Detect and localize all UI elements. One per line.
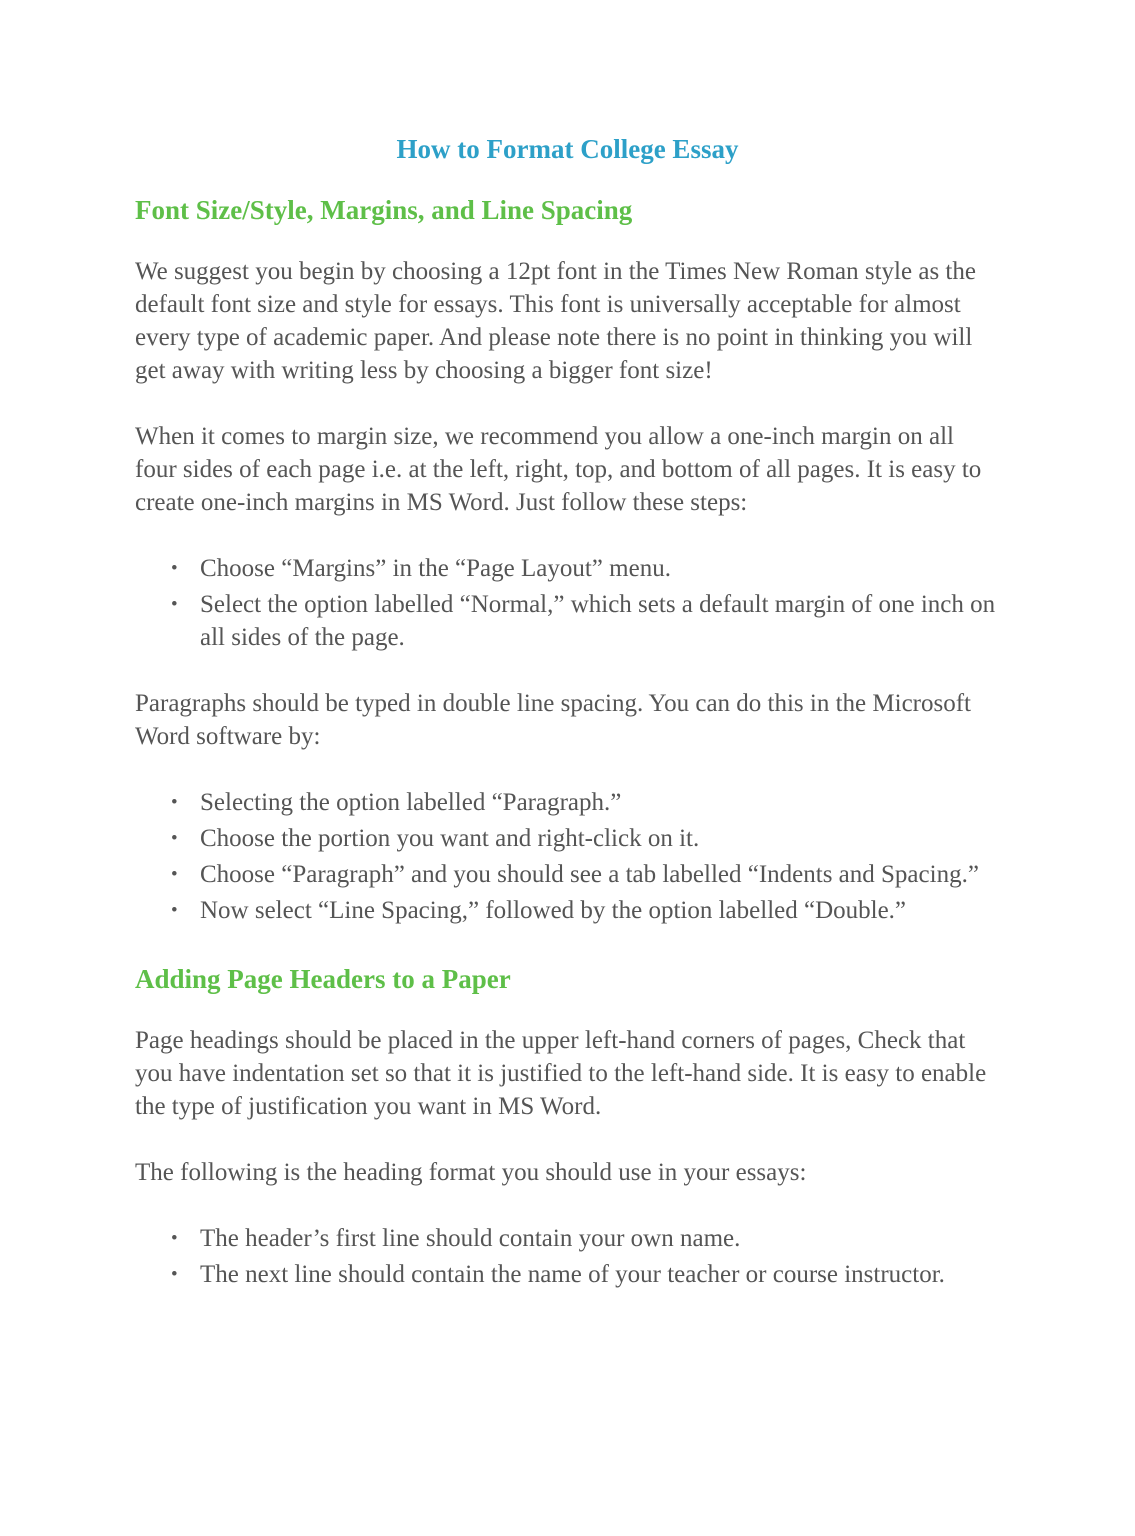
paragraph-line-spacing: Paragraphs should be typed in double line spacing. You can do this in the Microsoft Word software by: xyxy=(135,690,971,750)
document-title: How to Format College Essay xyxy=(396,134,739,164)
section-heading-font-size: Font Size/Style, Margins, and Line Spacing xyxy=(135,195,633,225)
list-item: • Select the option labelled “Normal,” which sets a default margin of one inch on all sides of the page. xyxy=(135,588,1000,654)
list-item: • The header’s first line should contain your own name. xyxy=(135,1222,1000,1255)
section-heading-page-headers: Adding Page Headers to a Paper xyxy=(135,964,511,994)
list-item: • The next line should contain the name of your teacher or course instructor. xyxy=(135,1258,1000,1291)
list-item: • Now select “Line Spacing,” followed by the option labelled “Double.” xyxy=(135,894,1000,927)
paragraph-margin-size: When it comes to margin size, we recommend you allow a one-inch margin on all four sides of each page i.e. at the left, right, top, and bottom of all pages. It is easy to create one-inch margins in MS Word. Just follow these steps: xyxy=(135,423,982,516)
list-item: • Choose the portion you want and right-click on it. xyxy=(135,822,1000,855)
list-item: • Selecting the option labelled “Paragraph.” xyxy=(135,786,1000,819)
bullet-list-spacing-steps xyxy=(135,786,1000,927)
bullet-list-margin-steps xyxy=(135,552,1000,654)
list-item: • Choose “Paragraph” and you should see a tab labelled “Indents and Spacing.” xyxy=(135,858,1000,891)
bullet-list-header-lines xyxy=(135,1222,1000,1291)
list-item: • Choose “Margins” in the “Page Layout” menu. xyxy=(135,552,1000,585)
paragraph-font-suggestion: We suggest you begin by choosing a 12pt font in the Times New Roman style as the default font size and style for essays. This font is universally acceptable for almost every type of academic paper. And please note there is no point in thinking you will get away with writing less by choosing a bigger font size! xyxy=(135,258,976,384)
paragraph-heading-format: The following is the heading format you should use in your essays: xyxy=(135,1159,807,1186)
paragraph-page-headings: Page headings should be placed in the upper left-hand corners of pages, Check that you have indentation set so that it is justified to the left-hand side. It is easy to enable the type of justification you want in MS Word. xyxy=(135,1027,987,1120)
